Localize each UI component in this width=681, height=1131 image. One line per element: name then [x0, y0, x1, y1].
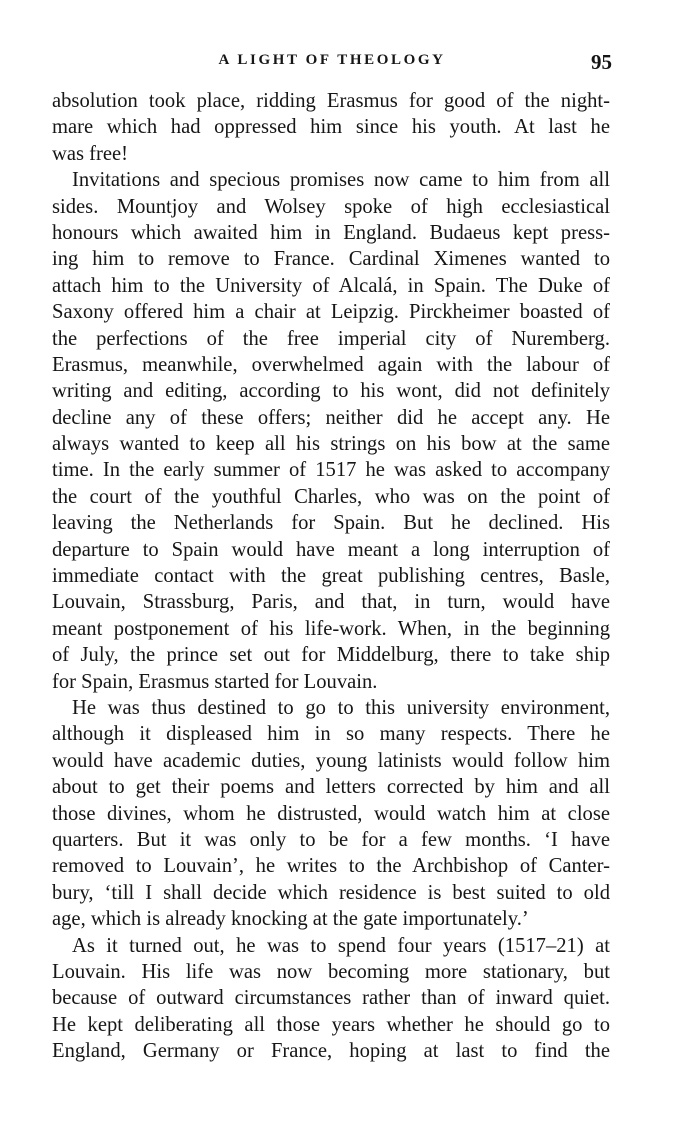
page-number: 95 — [591, 50, 612, 74]
text-line: Louvain, Strassburg, Paris, and that, in turn, would have — [52, 591, 610, 614]
text-line: about to get their poems and letters corrected by him and all — [52, 776, 610, 799]
text-line: meant postponement of his life-work. When, in the beginning — [52, 617, 610, 640]
paragraph-first-line: He was thus destined to go to this university environment, — [72, 696, 610, 719]
text-line: of July, the prince set out for Middelburg, there to take ship — [52, 644, 610, 667]
text-line: for Spain, Erasmus started for Louvain. — [52, 670, 378, 693]
text-line: Erasmus, meanwhile, overwhelmed again with the labour of — [52, 353, 610, 376]
running-head — [52, 50, 612, 74]
text-line: was free! — [52, 142, 129, 165]
text-line: decline any of these offers; neither did he accept any. He — [52, 406, 610, 429]
paragraph-first-line: Invitations and specious promises now came to him from all — [72, 169, 610, 192]
text-line: Saxony offered him a chair at Leipzig. Pirckheimer boasted of — [52, 301, 610, 324]
text-line: Louvain. His life was now becoming more stationary, but — [52, 960, 610, 983]
text-line: time. In the early summer of 1517 he was asked to accompany — [52, 459, 610, 482]
text-line: attach him to the University of Alcalá, in Spain. The Duke of — [52, 274, 610, 297]
running-title: A LIGHT OF THEOLOGY — [218, 52, 446, 68]
text-line: England, Germany or France, hoping at last to find the — [52, 1040, 610, 1063]
text-line: writing and editing, according to his wont, did not definitely — [52, 380, 610, 403]
text-line: the court of the youthful Charles, who was on the point of — [52, 485, 610, 508]
text-line: would have academic duties, young latinists would follow him — [52, 749, 610, 772]
text-line: immediate contact with the great publishing centres, Basle, — [52, 565, 610, 588]
text-line: removed to Louvain’, he writes to the Archbishop of Canter- — [52, 855, 610, 878]
text-line: the perfections of the free imperial city of Nuremberg. — [52, 327, 610, 350]
text-line: quarters. But it was only to be for a few months. ‘I have — [52, 828, 610, 851]
text-line: departure to Spain would have meant a long interruption of — [52, 538, 610, 561]
text-line: bury, ‘till I shall decide which residence is best suited to old — [52, 881, 610, 904]
text-line: always wanted to keep all his strings on his bow at the same — [52, 433, 610, 456]
text-line: although it displeased him in so many respects. There he — [52, 723, 610, 746]
body-text — [52, 88, 610, 1064]
text-line: absolution took place, ridding Erasmus for good of the night- — [52, 90, 610, 112]
text-line: ing him to remove to France. Cardinal Ximenes wanted to — [52, 248, 610, 271]
text-line: because of outward circumstances rather than of inward quiet. — [52, 987, 610, 1010]
text-line: age, which is already knocking at the gate importunately.’ — [52, 908, 529, 931]
text-line: leaving the Netherlands for Spain. But he declined. His — [52, 512, 610, 535]
text-line: mare which had oppressed him since his youth. At last he — [52, 116, 610, 139]
text-line: sides. Mountjoy and Wolsey spoke of high ecclesiastical — [52, 195, 610, 218]
text-line: those divines, whom he distrusted, would watch him at close — [52, 802, 610, 825]
paragraph-first-line: As it turned out, he was to spend four years (1517–21) at — [72, 934, 610, 957]
text-line: honours which awaited him in England. Budaeus kept press- — [52, 221, 610, 244]
text-line: He kept deliberating all those years whether he should go to — [52, 1013, 610, 1036]
